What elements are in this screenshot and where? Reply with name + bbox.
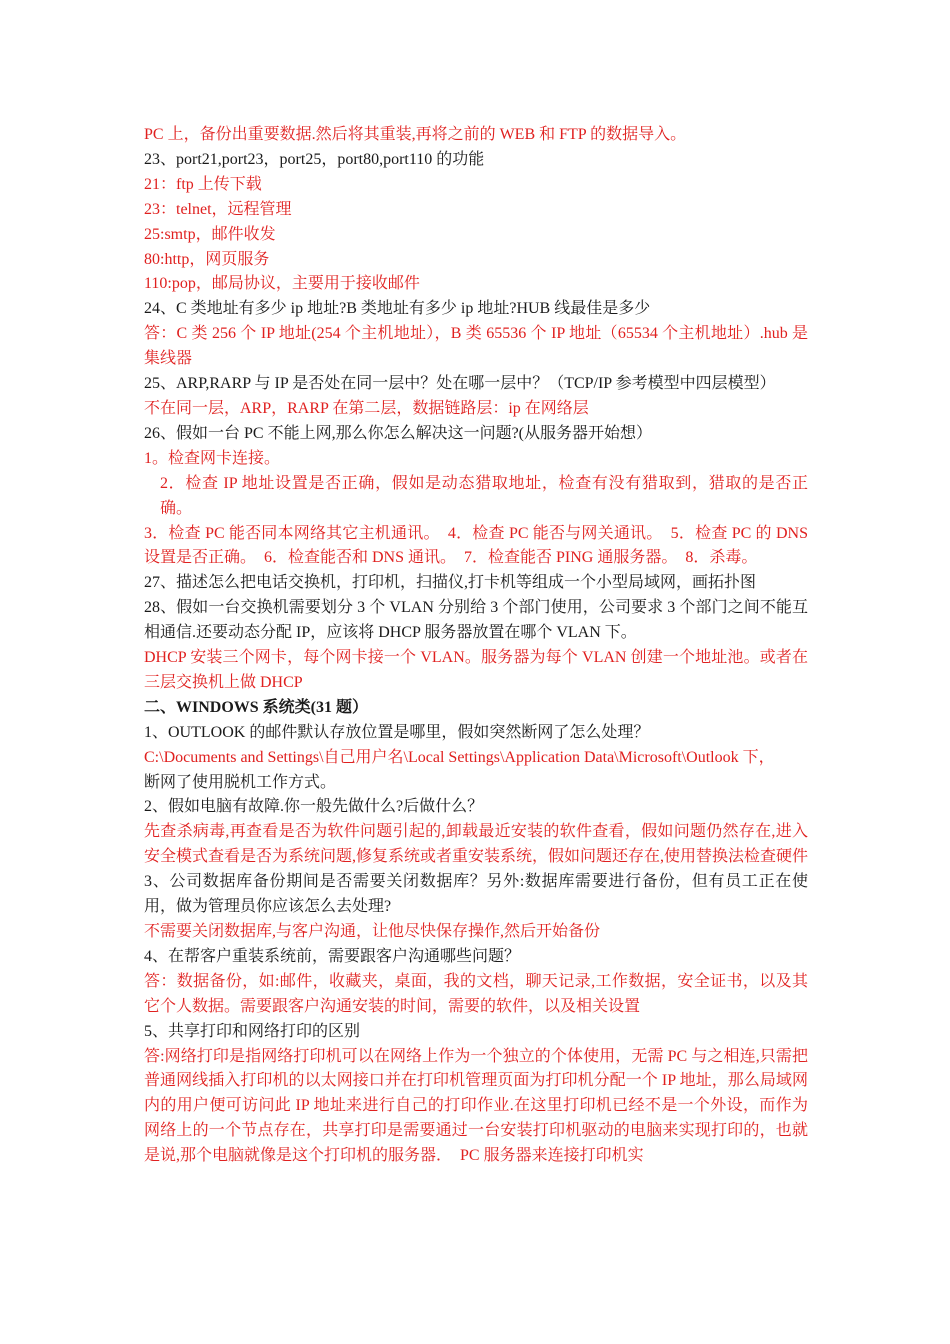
section-heading-windows: 二、WINDOWS 系统类(31 题） bbox=[144, 698, 369, 716]
question-26: 26、假如一台 PC 不能上网,那么你怎么解决这一问题?(从服务器开始想） bbox=[144, 424, 653, 442]
windows-answer-1-offline: 断网了使用脱机工作方式。 bbox=[144, 773, 337, 791]
question-23: 23、port21,port23，port25，port80,port110 的功能 bbox=[144, 150, 485, 168]
windows-answer-5: 答:网络打印是指网络打印机可以在网络上作为一个独立的个体使用，无需 PC 与之相连,只需把普通网线插入打印机的以太网接口并在打印机管理页面为打印机分配一个 IP 地址，那么局域网内的用户便可访问此 IP 地址来进行自己的打印作业.在这里打印机已经不是一个外设，而作为网络上的一个节点存在，共享打印是需要通过一台安装打印机驱动的电脑来实现打印的，也就是说,那个电脑就像是这个打印机的服务器． PC 服务器来连接打印机实 bbox=[144, 1047, 808, 1165]
answer-23-port110: 110:pop，邮局协议，主要用于接收邮件 bbox=[144, 275, 420, 293]
windows-answer-4: 答：数据备份，如:邮件，收藏夹，桌面，我的文档，聊天记录,工作数据，安全证书，以及其它个人数据。需要跟客户沟通安装的时间，需要的软件，以及相关设置 bbox=[144, 972, 808, 1015]
answer-23-port23: 23：telnet，远程管理 bbox=[144, 200, 292, 218]
windows-question-3: 3、公司数据库备份期间是否需要关闭数据库？另外:数据库需要进行备份，但有员工正在使用，做为管理员你应该怎么去处理? bbox=[144, 873, 808, 916]
answer-26-step2: 2．检查 IP 地址设置是否正确，假如是动态猎取地址，检查有没有猎取到，猎取的是否正确。 bbox=[160, 474, 808, 517]
question-27: 27、描述怎么把电话交换机，打印机，扫描仪,打卡机等组成一个小型局域网，画拓扑图 bbox=[144, 574, 757, 592]
question-28: 28、假如一台交换机需要划分 3 个 VLAN 分别给 3 个部门使用，公司要求 3 个部门之间不能互相通信.还要动态分配 IP，应该将 DHCP 服务器放置在哪个 VLAN 下。 bbox=[144, 599, 808, 642]
windows-answer-1-path: C:\Documents and Settings\自己用户名\Local Settings\Application Data\Microsoft\Outlook 下， bbox=[144, 748, 775, 766]
windows-answer-2: 先查杀病毒,再查看是否为软件问题引起的,卸载最近安装的软件查看，假如问题仍然存在,进入安全模式查看是否为系统问题,修复系统或者重安装系统，假如问题还存在,使用替换法检查硬件 bbox=[144, 823, 809, 866]
windows-question-4: 4、在帮客户重装系统前，需要跟客户沟通哪些问题？ bbox=[144, 947, 521, 965]
answer-26-steps3-8: 3．检查 PC 能否同本网络其它主机通讯。 4．检查 PC 能否与网关通讯。 5．检查 PC 的 DNS 设置是否正确。 6．检查能否和 DNS 通讯。 7．检查能否 PING 通服务器。 8．杀毒。 bbox=[144, 524, 808, 567]
answer-24: 答：C 类 256 个 IP 地址(254 个主机地址），B 类 65536 个 IP 地址（65534 个主机地址）.hub 是集线器 bbox=[144, 325, 808, 368]
question-24: 24、C 类地址有多少 ip 地址?B 类地址有多少 ip 地址?HUB 线最佳是多少 bbox=[144, 300, 651, 318]
question-25: 25、ARP,RARP 与 IP 是否处在同一层中？处在哪一层中？（TCP/IP 参考模型中四层模型） bbox=[144, 375, 776, 393]
answer-23-port80: 80:http，网页服务 bbox=[144, 250, 270, 268]
answer-23-port21: 21：ftp 上传下载 bbox=[144, 175, 262, 193]
windows-question-2: 2、假如电脑有故障.你一般先做什么?后做什么？ bbox=[144, 798, 484, 816]
windows-question-1: 1、OUTLOOK 的邮件默认存放位置是哪里，假如突然断网了怎么处理？ bbox=[144, 723, 650, 741]
answer-26-step1: 1。检查网卡连接。 bbox=[144, 449, 281, 467]
answer-23-port25: 25:smtp，邮件收发 bbox=[144, 225, 276, 243]
answer-25: 不在同一层，ARP，RARP 在第二层，数据链路层：ip 在网络层 bbox=[144, 399, 589, 417]
windows-answer-3: 不需要关闭数据库,与客户沟通，让他尽快保存操作,然后开始备份 bbox=[144, 923, 601, 940]
answer-22-continuation: PC 上，备份出重要数据.然后将其重装,再将之前的 WEB 和 FTP 的数据导入。 bbox=[144, 126, 687, 143]
document-page bbox=[144, 123, 808, 1169]
answer-28: DHCP 安装三个网卡，每个网卡接一个 VLAN。服务器为每个 VLAN 创建一个地址池。或者在三层交换机上做 DHCP bbox=[144, 649, 808, 691]
windows-question-5: 5、共享打印和网络打印的区别 bbox=[144, 1022, 361, 1040]
